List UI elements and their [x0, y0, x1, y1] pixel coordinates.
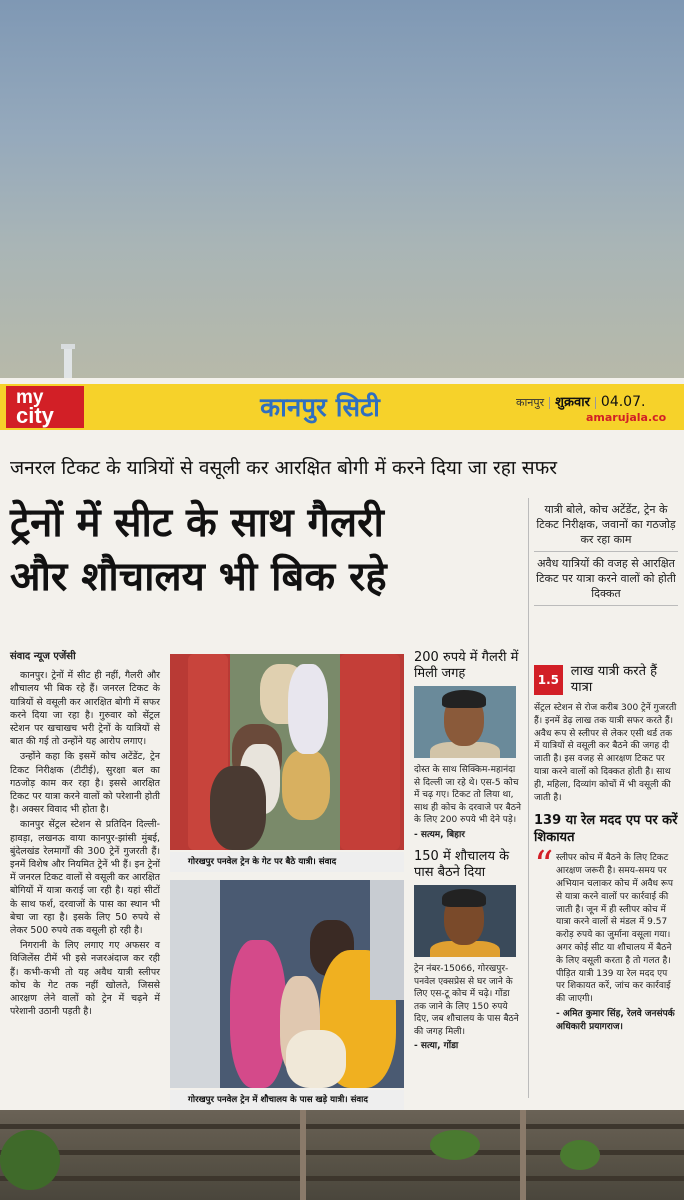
- tower-top: [64, 348, 72, 378]
- edition-date: 04.07.: [600, 394, 646, 410]
- stat-box: [534, 664, 678, 696]
- edition-info: [516, 392, 645, 410]
- track-ground: [0, 1110, 684, 1200]
- story2-photo: [414, 885, 516, 957]
- logo-line2: city: [16, 403, 54, 428]
- story-paragraph: कानपुर। ट्रेनों में सीट ही नहीं, गैलरी और शौचालय भी बिक रहे हैं। जनरल टिकट के यात्रियों से वसूली कर आरक्षित बोगी में सफर करने दिया जा रहा है। गुरुवार को सेंट्रल स्टेशन पर खचाखच भरी ट्रेनों के यात्रियों से बात की गई तो उन्होंने यह आरोप लगाए।: [10, 670, 160, 748]
- story-paragraph: उन्होंने कहा कि इसमें कोच अटेंडेंट, ट्रेन टिकट निरीक्षक (टीटीई), सुरक्षा बल का गठजोड़ काम कर रहा है। इससे आरक्षित टिकट पर यात्रा करने वालों को परेशानी होती है। अक्सर विवाद भी होता है।: [10, 751, 160, 816]
- headline-line2: और शौचालय भी बिक रहे: [10, 554, 387, 600]
- story1-photo: [414, 686, 516, 758]
- mycity-logo: [6, 386, 84, 428]
- complaint-heading: 139 या रेल मदद एप पर करें शिकायत: [534, 813, 678, 846]
- official-quote: [534, 843, 678, 1033]
- highlight-item: यात्री बोले, कोच अटेंडेंट, ट्रेन के टिकट निरीक्षक, जवानों का गठजोड़ कर रहा काम: [534, 498, 678, 552]
- site-name: amarujala.co: [586, 411, 667, 424]
- quote-mark-icon: “: [534, 843, 554, 888]
- stat-label: लाख यात्री करते हैं यात्रा: [570, 664, 658, 695]
- article-kicker: जनरल टिकट के यात्रियों से वसूली कर आरक्षित बोगी में करने दिया जा रहा सफर: [10, 457, 558, 479]
- story1-text: दोस्त के साथ सिक्किम-महानंदा से दिल्ली जा रहे थे। एस-5 कोच में चढ़ गए। टिकट तो लिया था, साथ ही कोच के दरवाजे पर बैठने के लिए 200 रुपये भी देने पड़े।: [414, 765, 521, 825]
- story2-credit: - सत्या, गोंडा: [414, 1041, 459, 1051]
- story1-heading: 200 रुपये में गैलरी में मिली जगह: [414, 650, 519, 681]
- quote-credit: - अमित कुमार सिंह, रेलवे जनसंपर्क अधिकारी प्रयागराज।: [556, 1008, 675, 1032]
- sky-background: [0, 0, 684, 378]
- highlights-box: [534, 498, 678, 606]
- highlight-item: अवैध यात्रियों की वजह से आरक्षित टिकट पर यात्रा करने वालों को होती दिक्कत: [534, 552, 678, 606]
- stat-body: सेंट्रल स्टेशन से रोज करीब 300 ट्रेनें गुजरती हैं। इनमें डेढ़ लाख तक यात्री सफर करते हैं। अवैध रूप से स्लीपर से लेकर एसी थर्ड तक में यात्रियों से वसूली कर बैठने की जगह दी जाती है। इस वजह से आरक्षण टिकट पर यात्रा करने वालों को दिक्कत होती है। साथ ही, महिला, दिव्यांग कोचों में भी वसूली की जाती है।: [534, 703, 677, 803]
- edition-city: कानपुर: [516, 396, 545, 409]
- train-gate-photo: [170, 654, 404, 850]
- logo-line1: my: [16, 387, 44, 408]
- passenger-stories-column: [414, 650, 522, 1061]
- rail-right: [520, 1110, 526, 1200]
- story-paragraph: कानपुर सेंट्रल स्टेशन से प्रतिदिन दिल्ली-हावड़ा, लखनऊ वाया कानपुर-झांसी मुंबई, बुंदेलखंड रेलमार्गों की 300 ट्रेनें गुजरती हैं। इनमें विशेष और नियमित ट्रेनें भी हैं। इन ट्रेनों में जनरल टिकट वालों से वसूली कर आरक्षित बोगियों में यात्रा कराई जा रही है। यहां सीटों के साथ फर्श, दरवाजों के पास का स्थान भी बेचा जा रहा है। इसके लिए 50 रुपये से लेकर 500 रुपये तक वसूली हो रही है।: [10, 819, 160, 937]
- story2-heading: 150 में शौचालय के पास बैठने दिया: [414, 849, 510, 880]
- headline-line1: ट्रेनों में सीट के साथ गैलरी: [10, 500, 384, 546]
- quote-text: स्लीपर कोच में बैठने के लिए टिकट आरक्षण जरूरी है। समय-समय पर अभियान चलाकर कोच में अवैध रूप से यात्रा करने वालों पर कार्रवाई की जाती है। जून में ही स्लीपर कोच में यात्रा करने वालों से मंडल में 9.57 करोड़ रुपये का जुर्माना वसूला गया। अगर कोई सीट या शौचालय में बैठने के लिए वसूली करता है तो गलत है। पीड़ित यात्री 139 या रेल मदद एप पर शिकायत करें, जांच कर कार्रवाई की जाएगी।: [556, 853, 673, 1005]
- photo1-caption: गोरखपुर पनवेल ट्रेन के गेट पर बैठे यात्री। संवाद: [170, 852, 404, 872]
- byline: संवाद न्यूज एजेंसी: [10, 651, 76, 662]
- story-paragraph: निगरानी के लिए लगाए गए अफसर व विजिलेंस टीमें भी इसे नजरअंदाज कर रही हैं। कभी-कभी तो यह अवैध यात्री स्लीपर कोच के गेट तक नहीं खोलते, जिससे आरक्षण लेने वालों को ट्रेन में चढ़ने में परेशानी उठानी पड़ती है।: [10, 940, 160, 1018]
- newspaper-page: [0, 378, 684, 1110]
- edition-day: शुक्रवार: [555, 395, 590, 410]
- story2-text: ट्रेन नंबर-15066, गोरखपुर-पनवेल एक्सप्रेस से घर जाने के लिए एस-टू कोच में चढ़े। गोंडा तक जाने के लिए 150 रुपये दिए, जब शौचालय के पास बैठने की जगह मिली।: [414, 964, 519, 1037]
- rail-left: [300, 1110, 306, 1200]
- photo2-caption: गोरखपुर पनवेल ट्रेन में शौचालय के पास खड़े यात्री। संवाद: [170, 1090, 404, 1110]
- main-story-column: [10, 650, 160, 1020]
- story1-credit: - सत्यम, बिहार: [414, 829, 465, 840]
- facts-column: [534, 664, 678, 1042]
- article-headline: [10, 496, 530, 604]
- masthead: [0, 384, 684, 430]
- section-title: कानपुर सिटी: [260, 393, 380, 423]
- stat-number: 1.5: [534, 665, 563, 695]
- train-toilet-photo: [170, 880, 404, 1088]
- column-rule: [528, 498, 529, 1098]
